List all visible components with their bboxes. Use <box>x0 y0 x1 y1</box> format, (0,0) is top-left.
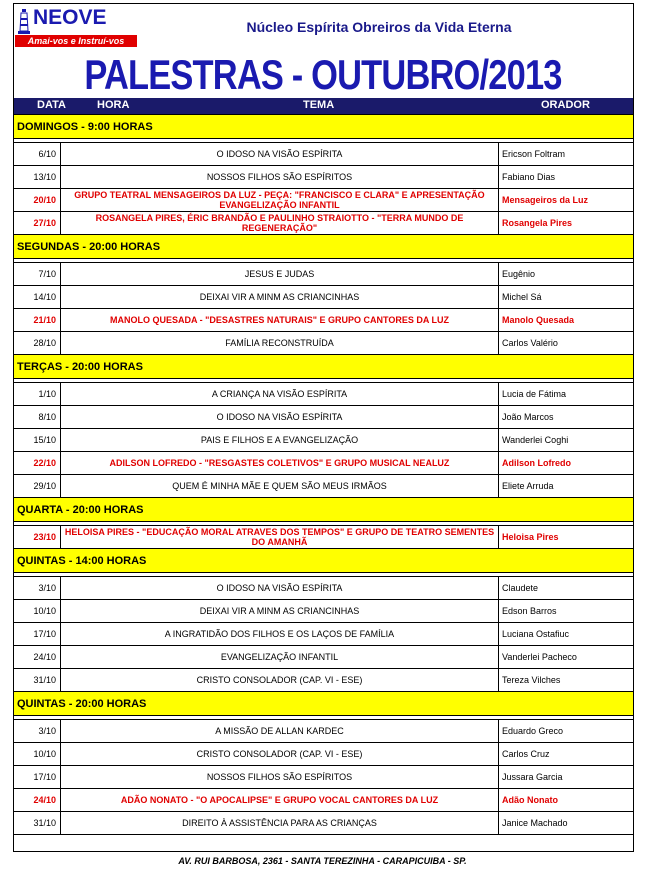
section-heading: TERÇAS - 20:00 HORAS <box>14 355 634 379</box>
tema-cell: NOSSOS FILHOS SÃO ESPÍRITOS <box>61 166 499 189</box>
date-cell: 10/10 <box>14 600 61 623</box>
tema-cell: A MISSÃO DE ALLAN KARDEC <box>61 720 499 743</box>
column-header-orador: ORADOR <box>541 99 590 111</box>
orador-cell: Vanderlei Pacheco <box>499 646 634 669</box>
tema-cell: A INGRATIDÃO DOS FILHOS E OS LAÇOS DE FAMÍLIA <box>61 623 499 646</box>
date-cell: 1/10 <box>14 383 61 406</box>
orador-cell: Eduardo Greco <box>499 720 634 743</box>
orador-cell: Tereza Vilches <box>499 669 634 692</box>
date-cell: 23/10 <box>14 526 61 549</box>
orador-cell: Lucia de Fátima <box>499 383 634 406</box>
organization-name: Núcleo Espírita Obreiros da Vida Eterna <box>246 19 512 35</box>
date-cell: 8/10 <box>14 406 61 429</box>
tema-cell: CRISTO CONSOLADOR (CAP. VI - ESE) <box>61 743 499 766</box>
footer-address: AV. RUI BARBOSA, 2361 - SANTA TEREZINHA - CARAPICUIBA - SP. <box>178 856 467 866</box>
tema-cell: CRISTO CONSOLADOR (CAP. VI - ESE) <box>61 669 499 692</box>
orador-cell: Edson Barros <box>499 600 634 623</box>
orador-cell: Jussara Garcia <box>499 766 634 789</box>
orador-cell: Michel Sá <box>499 286 634 309</box>
orador-cell: Wanderlei Coghi <box>499 429 634 452</box>
page-title: PALESTRAS - OUTUBRO/2013 <box>84 51 562 98</box>
tema-cell: DIREITO À ASSISTÊNCIA PARA AS CRIANÇAS <box>61 812 499 835</box>
date-cell: 17/10 <box>14 766 61 789</box>
orador-cell: Adão Nonato <box>499 789 634 812</box>
date-cell: 31/10 <box>14 812 61 835</box>
tema-cell: ADILSON LOFREDO - "RESGASTES COLETIVOS" E GRUPO MUSICAL NEALUZ <box>61 452 499 475</box>
date-cell: 21/10 <box>14 309 61 332</box>
orador-cell: Fabiano Dias <box>499 166 634 189</box>
date-cell: 20/10 <box>14 189 61 212</box>
date-cell: 29/10 <box>14 475 61 498</box>
column-header-hora: HORA <box>97 99 130 111</box>
orador-cell: Mensageiros da Luz <box>499 189 634 212</box>
tema-cell: HELOISA PIRES - "EDUCAÇÃO MORAL ATRAVES DOS TEMPOS" E GRUPO DE TEATRO SEMENTES DO AMANHÃ <box>61 526 499 549</box>
date-cell: 17/10 <box>14 623 61 646</box>
orador-cell: Janice Machado <box>499 812 634 835</box>
orador-cell: Claudete <box>499 577 634 600</box>
tema-cell: ROSANGELA PIRES, ÉRIC BRANDÃO E PAULINHO STRAIOTTO - "TERRA MUNDO DE REGENERAÇÃO" <box>61 212 499 235</box>
orador-cell: Heloisa Pires <box>499 526 634 549</box>
tema-cell: DEIXAI VIR A MINM AS CRIANCINHAS <box>61 286 499 309</box>
orador-cell: João Marcos <box>499 406 634 429</box>
tema-cell: JESUS E JUDAS <box>61 263 499 286</box>
page-border <box>13 3 634 852</box>
tema-cell: A CRIANÇA NA VISÃO ESPÍRITA <box>61 383 499 406</box>
section-heading: DOMINGOS - 9:00 HORAS <box>14 115 634 139</box>
date-cell: 22/10 <box>14 452 61 475</box>
logo-text: NEOVE <box>33 6 107 29</box>
date-cell: 7/10 <box>14 263 61 286</box>
orador-cell: Rosangela Pires <box>499 212 634 235</box>
tema-cell: O IDOSO NA VISÃO ESPÍRITA <box>61 577 499 600</box>
date-cell: 6/10 <box>14 143 61 166</box>
date-cell: 31/10 <box>14 669 61 692</box>
date-cell: 28/10 <box>14 332 61 355</box>
section-heading: QUINTAS - 14:00 HORAS <box>14 549 634 573</box>
tema-cell: MANOLO QUESADA - "DESASTRES NATURAIS" E GRUPO CANTORES DA LUZ <box>61 309 499 332</box>
orador-cell: Ericson Foltram <box>499 143 634 166</box>
date-cell: 14/10 <box>14 286 61 309</box>
tema-cell: QUEM É MINHA MÃE E QUEM SÃO MEUS IRMÃOS <box>61 475 499 498</box>
date-cell: 10/10 <box>14 743 61 766</box>
date-cell: 13/10 <box>14 166 61 189</box>
date-cell: 15/10 <box>14 429 61 452</box>
section-heading: SEGUNDAS - 20:00 HORAS <box>14 235 634 259</box>
orador-cell: Eliete Arruda <box>499 475 634 498</box>
column-header-tema: TEMA <box>303 99 335 111</box>
date-cell: 27/10 <box>14 212 61 235</box>
tema-cell: FAMÍLIA RECONSTRUÍDA <box>61 332 499 355</box>
tema-cell: EVANGELIZAÇÃO INFANTIL <box>61 646 499 669</box>
tema-cell: ADÃO NONATO - "O APOCALIPSE" E GRUPO VOCAL CANTORES DA LUZ <box>61 789 499 812</box>
orador-cell: Carlos Cruz <box>499 743 634 766</box>
orador-cell: Adilson Lofredo <box>499 452 634 475</box>
date-cell: 3/10 <box>14 720 61 743</box>
tema-cell: O IDOSO NA VISÃO ESPÍRITA <box>61 406 499 429</box>
date-cell: 24/10 <box>14 789 61 812</box>
date-cell: 3/10 <box>14 577 61 600</box>
orador-cell: Carlos Valério <box>499 332 634 355</box>
orador-cell: Eugênio <box>499 263 634 286</box>
tema-cell: O IDOSO NA VISÃO ESPÍRITA <box>61 143 499 166</box>
tema-cell: GRUPO TEATRAL MENSAGEIROS DA LUZ - PEÇA: "FRANCISCO E CLARA" E APRESENTAÇÃO EVANGELIZAÇÃO INFANTIL <box>61 189 499 212</box>
tema-cell: DEIXAI VIR A MINM AS CRIANCINHAS <box>61 600 499 623</box>
section-heading: QUINTAS - 20:00 HORAS <box>14 692 634 716</box>
column-header-data: DATA <box>37 99 66 111</box>
section-heading: QUARTA - 20:00 HORAS <box>14 498 634 522</box>
orador-cell: Manolo Quesada <box>499 309 634 332</box>
orador-cell: Luciana Ostafiuc <box>499 623 634 646</box>
tema-cell: PAIS E FILHOS E A EVANGELIZAÇÃO <box>61 429 499 452</box>
tema-cell: NOSSOS FILHOS SÃO ESPÍRITOS <box>61 766 499 789</box>
date-cell: 24/10 <box>14 646 61 669</box>
logo-tagline: Amai-vos e Instruí-vos <box>15 35 137 47</box>
